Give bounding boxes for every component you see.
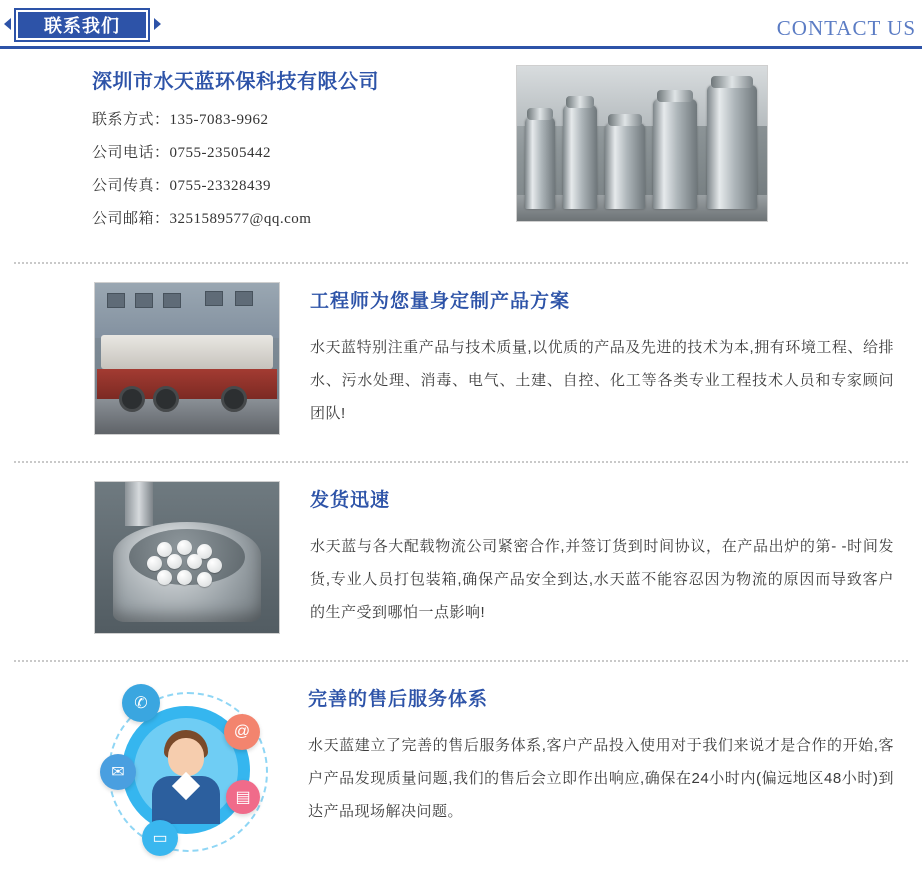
contact-value-phone: 135-7083-9962 bbox=[169, 112, 269, 128]
contact-label-tel: 公司电话： bbox=[92, 144, 170, 161]
company-details bbox=[14, 65, 484, 240]
photo-vessel-5 bbox=[707, 85, 757, 209]
section-tab-label: 联系我们 bbox=[44, 16, 120, 36]
feature-body: 水天蓝建立了完善的售后服务体系,客户产品投入使用对于我们来说才是合作的开始,客户产品发现质量问题,我们的售后会立即作出响应,确保在24小时内(偏远地区48小时)到达产品现场解决问题。 bbox=[308, 737, 894, 820]
feature-title: 工程师为您量身定制产品方案 bbox=[310, 291, 571, 312]
company-info-block bbox=[14, 49, 908, 252]
company-photo bbox=[516, 65, 768, 222]
at-icon: @ bbox=[224, 714, 260, 750]
contact-row-phone bbox=[92, 108, 484, 129]
tab-arrow-left-icon bbox=[4, 18, 11, 30]
feature-row-fast-shipping bbox=[14, 463, 908, 650]
company-name: 深圳市水天蓝环保科技有限公司 bbox=[92, 71, 379, 93]
photo-vessel-1 bbox=[525, 117, 555, 209]
contact-value-email: 3251589577@qq.com bbox=[169, 211, 312, 227]
contact-value-fax: 0755-23328439 bbox=[169, 178, 272, 194]
contact-row-fax bbox=[92, 174, 484, 195]
feature-title: 完善的售后服务体系 bbox=[308, 689, 489, 710]
contact-label-email: 公司邮箱： bbox=[92, 210, 170, 227]
contact-label-fax: 公司传真： bbox=[92, 177, 170, 194]
phone-icon: ✆ bbox=[122, 684, 160, 722]
photo-vessel-3 bbox=[605, 123, 645, 209]
service-agent-head bbox=[168, 738, 204, 776]
feature-image-customer-service bbox=[94, 680, 278, 860]
mail-icon: ✉ bbox=[100, 754, 136, 790]
contact-row-tel bbox=[92, 141, 484, 162]
contact-label-phone: 联系方式： bbox=[92, 111, 170, 128]
document-icon: ▤ bbox=[226, 780, 260, 814]
photo-vessel-4 bbox=[653, 99, 697, 209]
feature-text-after-sales bbox=[308, 680, 908, 828]
contact-value-tel: 0755-23505442 bbox=[169, 145, 272, 161]
page-content bbox=[0, 49, 922, 876]
tab-arrow-right-icon bbox=[154, 18, 161, 30]
feature-row-after-sales bbox=[14, 662, 908, 876]
page-header bbox=[0, 0, 922, 49]
feature-image-filter-housing bbox=[94, 481, 280, 634]
feature-text-custom-solution bbox=[310, 282, 908, 430]
contact-row-email bbox=[92, 207, 484, 228]
section-tab-contact[interactable] bbox=[14, 8, 150, 42]
photo-vessel-2 bbox=[563, 105, 597, 209]
feature-body: 水天蓝与各大配载物流公司紧密合作,并签订货到时间协议，在产品出炉的第- -时间发货,专业人员打包装箱,确保产品安全到达,水天蓝不能容忍因为物流的原因而导致客户的生产受到哪怕一点影响! bbox=[310, 538, 894, 621]
feature-text-fast-shipping bbox=[310, 481, 908, 629]
feature-title: 发货迅速 bbox=[310, 490, 391, 511]
feature-row-custom-solution bbox=[14, 264, 908, 451]
feature-image-truck bbox=[94, 282, 280, 435]
feature-body: 水天蓝特别注重产品与技术质量,以优质的产品及先进的技术为本,拥有环境工程、给排水、污水处理、消毒、电气、土建、自控、化工等各类专业工程技术人员和专家顾问团队! bbox=[310, 339, 894, 422]
chat-icon: ▭ bbox=[142, 820, 178, 856]
truck-photo-cargo bbox=[101, 335, 273, 369]
header-english-title: CONTACT US bbox=[776, 16, 916, 40]
tank-photo-pipe bbox=[125, 482, 153, 526]
